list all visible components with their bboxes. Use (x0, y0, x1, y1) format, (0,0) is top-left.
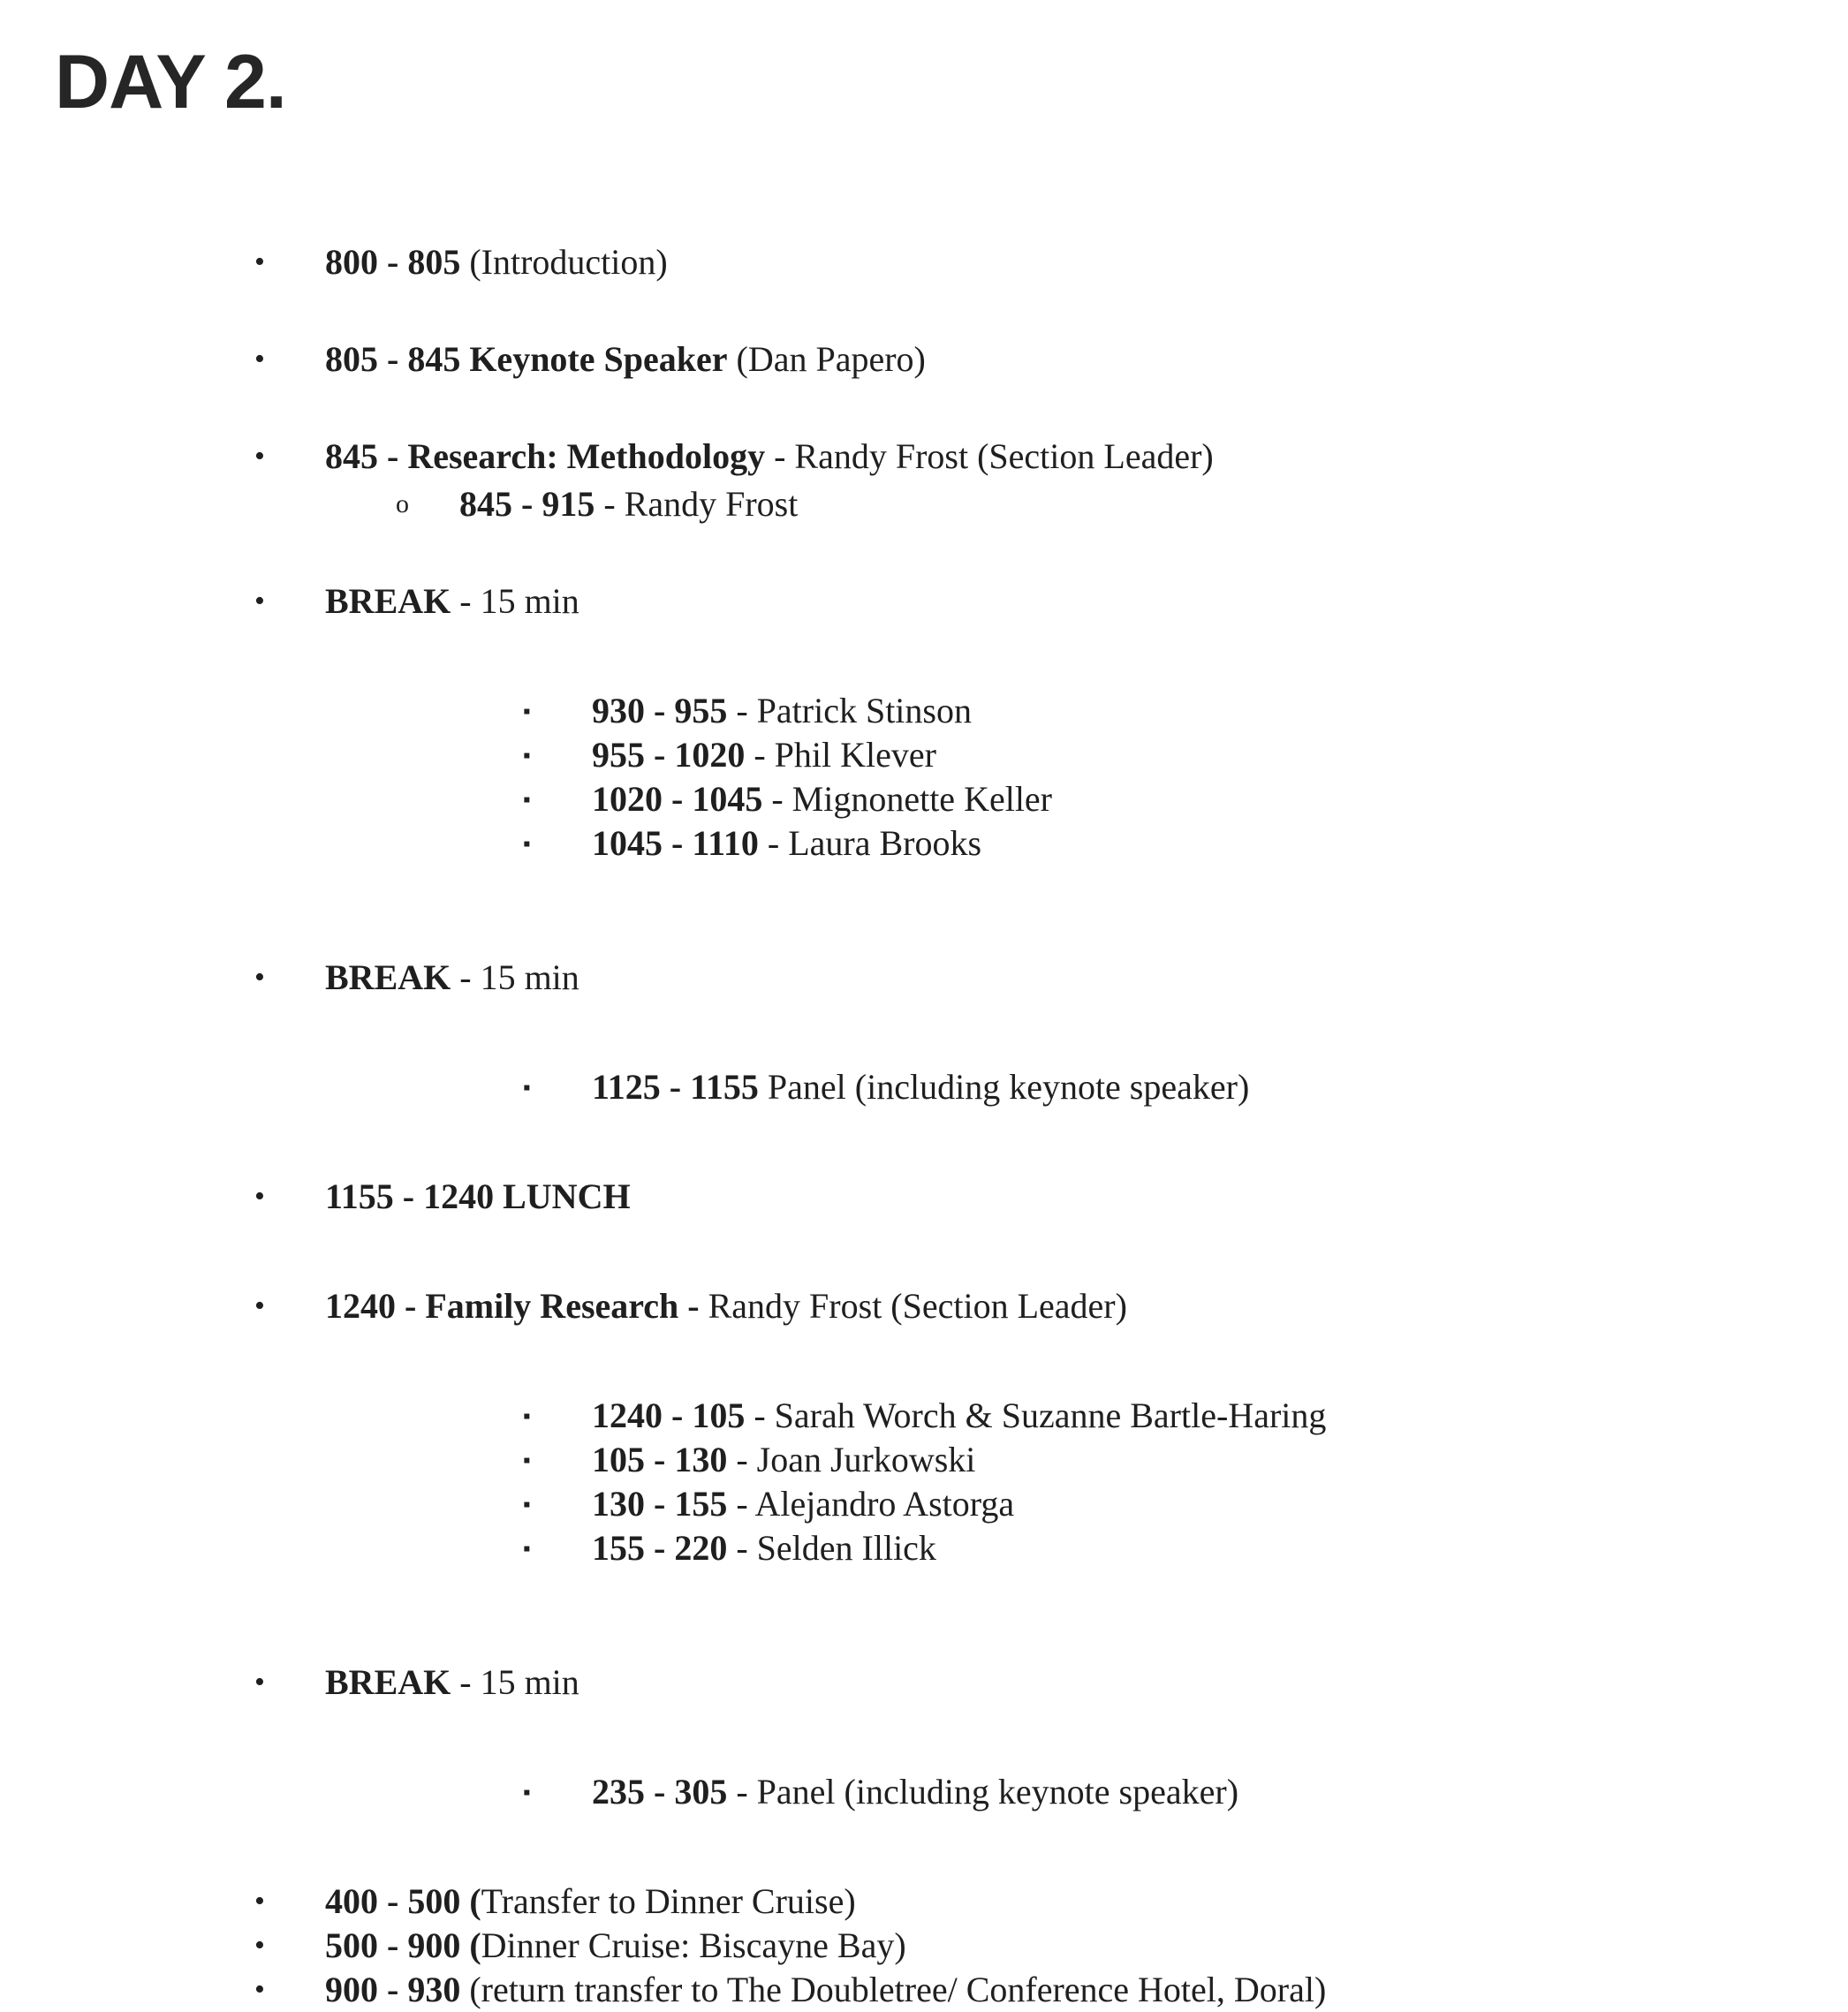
agenda-item-break-2 (0, 956, 1848, 1000)
agenda-item-time: 800 - 805 (325, 242, 461, 282)
square-bullet-icon: ▪ (523, 700, 531, 723)
agenda-item-time: 235 - 305 (592, 1772, 728, 1812)
square-bullet-icon: ▪ (523, 1405, 531, 1428)
spacer (0, 1758, 1848, 1770)
square-bullet-icon: ▪ (523, 1077, 531, 1100)
agenda-item-dinner-cruise (0, 1924, 1848, 1968)
agenda-item-detail: - Alejandro Astorga (727, 1484, 1015, 1524)
agenda-item-keynote (0, 337, 1848, 382)
agenda-item-detail: - Selden Illick (727, 1528, 936, 1568)
agenda-subitem-panel-morning (0, 1065, 1848, 1109)
agenda-item-label: 1240 - Family Research - (325, 1286, 700, 1326)
agenda-item-detail: (return transfer to The Doubletree/ Conference Hotel, Doral) (460, 1970, 1327, 2009)
agenda-item-label: BREAK (325, 957, 451, 997)
spacer (0, 1570, 1848, 1623)
spacer (0, 866, 1848, 919)
agenda-subitem-mignonette-keller (0, 777, 1848, 821)
spacer (0, 1623, 1848, 1660)
agenda-item-time: 130 - 155 (592, 1484, 728, 1524)
disc-bullet-icon: • (254, 1973, 265, 2006)
spacer (0, 624, 1848, 677)
square-bullet-icon: ▪ (523, 745, 531, 768)
agenda-item-time: 1125 - 1155 (592, 1067, 759, 1107)
disc-bullet-icon: • (254, 246, 265, 278)
spacer (0, 1162, 1848, 1175)
agenda-subitem-panel-afternoon (0, 1770, 1848, 1814)
agenda-item-detail: - Joan Jurkowski (727, 1440, 976, 1479)
agenda-item-intro (0, 240, 1848, 284)
disc-bullet-icon: • (254, 1290, 265, 1322)
agenda-subitem-worch-bartle-haring (0, 1394, 1848, 1438)
square-bullet-icon: ▪ (523, 1449, 531, 1472)
spacer (0, 1272, 1848, 1284)
agenda-subitem-phil-klever (0, 733, 1848, 777)
disc-bullet-icon: • (254, 1885, 265, 1917)
agenda-item-family-research (0, 1284, 1848, 1328)
agenda-item-time: 845 - 915 (459, 484, 595, 524)
agenda-item-detail: - Patrick Stinson (727, 691, 972, 730)
circle-bullet-icon: o (396, 489, 409, 518)
disc-bullet-icon: • (254, 1666, 265, 1698)
agenda-item-detail: Randy Frost (Section Leader) (699, 1286, 1127, 1326)
agenda-item-time: 105 - 130 (592, 1440, 728, 1479)
disc-bullet-icon: • (254, 1929, 265, 1962)
agenda-list (0, 240, 1848, 2012)
spacer (0, 677, 1848, 689)
spacer (0, 284, 1848, 337)
agenda-item-time: 500 - 900 ( (325, 1925, 481, 1965)
agenda-item-detail: - 15 min (451, 957, 579, 997)
agenda-subitem-joan-jurkowski (0, 1438, 1848, 1482)
agenda-item-time: 955 - 1020 (592, 735, 746, 775)
agenda-subitem-randy-frost (0, 482, 1848, 526)
agenda-item-detail: - Mignonette Keller (762, 779, 1053, 819)
spacer (0, 1814, 1848, 1867)
disc-bullet-icon: • (254, 1180, 265, 1213)
square-bullet-icon: ▪ (523, 789, 531, 812)
agenda-item-detail: - Randy Frost (Section Leader) (765, 436, 1214, 476)
spacer (0, 1381, 1848, 1394)
page-title: DAY 2. (55, 40, 286, 125)
agenda-item-detail: - Sarah Worch & Suzanne Bartle-Haring (745, 1396, 1327, 1435)
agenda-item-time: 1020 - 1045 (592, 779, 763, 819)
agenda-item-detail: Dinner Cruise: Biscayne Bay) (481, 1925, 906, 1965)
spacer (0, 1219, 1848, 1272)
agenda-item-label: 1155 - 1240 LUNCH (325, 1176, 631, 1216)
spacer (0, 1867, 1848, 1880)
agenda-item-research-methodology (0, 435, 1848, 479)
spacer (0, 1053, 1848, 1065)
agenda-item-time: 400 - 500 ( (325, 1881, 481, 1921)
agenda-item-time: 805 - 845 Keynote Speaker (325, 339, 728, 379)
agenda-item-label: BREAK (325, 1662, 451, 1702)
disc-bullet-icon: • (254, 440, 265, 473)
spacer (0, 526, 1848, 579)
agenda-item-detail: - Randy Frost (595, 484, 799, 524)
square-bullet-icon: ▪ (523, 833, 531, 856)
agenda-item-transfer-dinner-cruise (0, 1880, 1848, 1924)
agenda-item-time: 900 - 930 (325, 1970, 461, 2009)
agenda-item-label: BREAK (325, 581, 451, 621)
spacer (0, 1328, 1848, 1381)
spacer (0, 1109, 1848, 1162)
agenda-item-time: 155 - 220 (592, 1528, 728, 1568)
agenda-subitem-alejandro-astorga (0, 1482, 1848, 1526)
agenda-subitem-selden-illick (0, 1526, 1848, 1570)
agenda-item-detail: Panel (including keynote speaker) (758, 1067, 1250, 1107)
agenda-item-detail: (Introduction) (460, 242, 668, 282)
agenda-item-break-1 (0, 579, 1848, 624)
agenda-subitem-laura-brooks (0, 821, 1848, 866)
agenda-item-lunch (0, 1175, 1848, 1219)
agenda-item-detail: (Dan Papero) (727, 339, 926, 379)
agenda-item-return-transfer (0, 1968, 1848, 2012)
agenda-item-time: 1240 - 105 (592, 1396, 746, 1435)
agenda-item-detail: Transfer to Dinner Cruise) (481, 1881, 856, 1921)
square-bullet-icon: ▪ (523, 1538, 531, 1561)
agenda-item-detail: - Phil Klever (745, 735, 936, 775)
spacer (0, 1705, 1848, 1758)
agenda-item-detail: - Laura Brooks (758, 823, 982, 863)
agenda-item-time: 1045 - 1110 (592, 823, 759, 863)
agenda-item-time: 930 - 955 (592, 691, 728, 730)
spacer (0, 1000, 1848, 1053)
agenda-item-time: 845 - Research: Methodology (325, 436, 766, 476)
spacer (0, 382, 1848, 435)
disc-bullet-icon: • (254, 343, 265, 375)
disc-bullet-icon: • (254, 961, 265, 994)
square-bullet-icon: ▪ (523, 1494, 531, 1517)
agenda-item-detail: - Panel (including keynote speaker) (727, 1772, 1239, 1812)
square-bullet-icon: ▪ (523, 1781, 531, 1804)
agenda-item-detail: - 15 min (451, 581, 579, 621)
agenda-subitem-patrick-stinson (0, 689, 1848, 733)
agenda-item-detail: - 15 min (451, 1662, 579, 1702)
spacer (0, 919, 1848, 956)
agenda-item-break-3 (0, 1660, 1848, 1705)
disc-bullet-icon: • (254, 585, 265, 617)
